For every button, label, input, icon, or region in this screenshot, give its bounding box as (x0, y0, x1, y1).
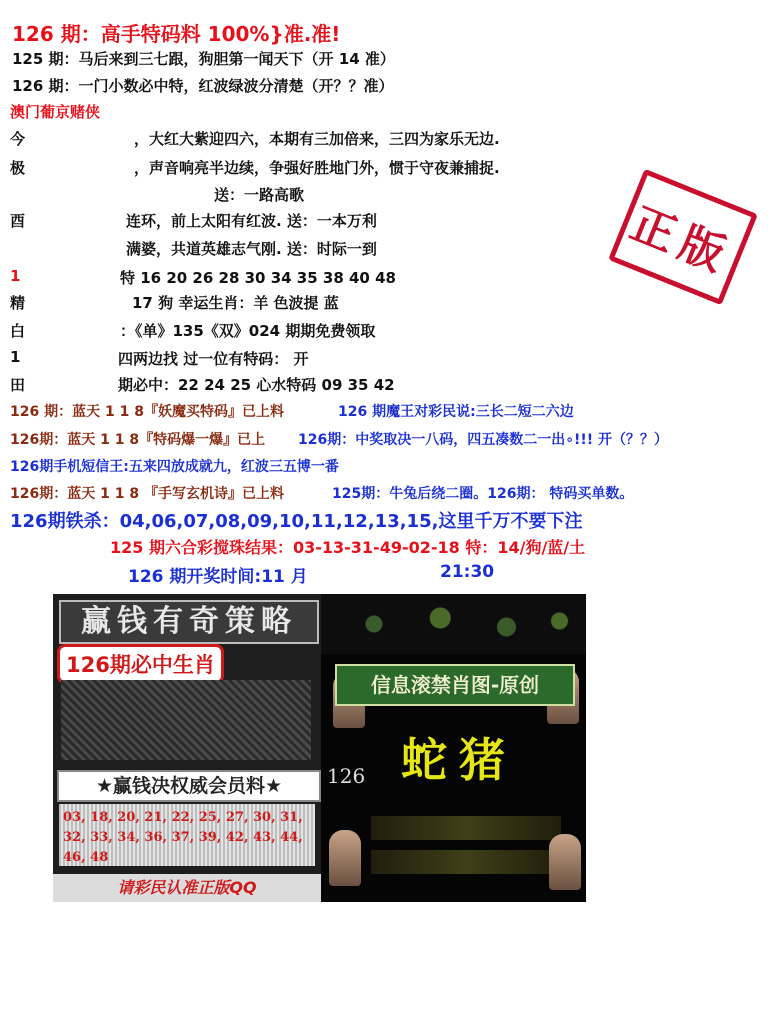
line-must-win-prefix: 田 (10, 376, 26, 394)
line-jackpot: 126期：中奖取决一八码，四五凑数二一出∘!!! 开（？？） (298, 432, 669, 448)
info-banner: 信息滚禁肖图-原创 (335, 664, 575, 706)
line-special-blast: 126期：蓝天 1 1 8『特码爆一爆』已上 (10, 432, 266, 448)
line-demon-buy: 126 期：蓝天 1 1 8『妖魔买特码』已上料 (10, 404, 284, 420)
garland-decoration (321, 594, 586, 654)
line-ox-rabbit: 125期：牛兔后绕二圈。126期： 特码买单数。 (332, 486, 634, 502)
issue-number: 126 (327, 764, 366, 788)
line-macau-header: 澳门葡京赌侠 (10, 103, 101, 121)
line-special-numbers: 特 16 20 26 28 30 34 35 38 40 48 (120, 269, 396, 287)
line-draw-time: 21:30 (440, 562, 495, 582)
line-lucky-prefix: 精 (10, 294, 26, 312)
line-poem-3-prefix: 酉 (10, 212, 26, 230)
line-poem-1-prefix: 今 (10, 130, 26, 148)
line-poem-1: ，大红大紫迎四六，本期有三加倍来，三四为家乐无边. (134, 130, 500, 148)
authentic-stamp (608, 169, 758, 306)
line-poem-2-prefix: 极 (10, 159, 26, 177)
line-iron-kill: 126期铁杀：04,06,07,08,09,10,11,12,13,15,这里千万不要下注 (10, 511, 583, 532)
portrait-bottom-right (549, 834, 581, 890)
line-126-small: 126 期：一门小数必中特，红波绿波分清楚（开？？准） (12, 77, 394, 95)
blurred-text-1 (371, 816, 561, 840)
line-125-horse: 125 期：马后来到三七跟，狗胆第一闻天下（开 14 准） (12, 50, 395, 68)
line-title: 126 期：高手特码料 100%}准.准! (12, 22, 341, 46)
line-handwritten-poem: 126期：蓝天 1 1 8 『手写玄机诗』已上料 (10, 486, 284, 502)
number-list: 03, 18, 20, 21, 22, 25, 27, 30, 31, 32, 33, 34, 36, 37, 39, 42, 43, 44, 46, 48 (59, 804, 315, 866)
line-poem-3: 连环，前上太阳有红波. 送：一本万利 (126, 212, 377, 230)
qq-footer: 请彩民认准正版QQ (53, 874, 321, 902)
left-promo-panel (53, 594, 321, 902)
line-sides: 四两边找 过一位有特码： 开 (118, 350, 309, 368)
line-sms-king: 126期手机短信王:五来四放成就九，红波三五博一番 (10, 459, 339, 475)
line-must-win: 期必中：22 24 25 心水特码 09 35 42 (118, 376, 395, 394)
line-odd-even-prefix: 白 (10, 322, 26, 340)
line-sides-prefix: 1 (10, 348, 21, 366)
line-draw-result: 125 期六合彩搅珠结果：03-13-31-49-02-18 特：14/狗/蓝/土 (110, 538, 586, 557)
line-lucky: 17 狗 幸运生肖：羊 色波提 蓝 (132, 294, 339, 312)
member-banner: ★赢钱决权威会员料★ (57, 770, 321, 802)
line-poem-2: ，声音响亮半边续，争强好胜地门外，惯于守夜兼捕捉. (134, 159, 500, 177)
zodiac-grid (61, 680, 311, 760)
must-win-badge: 126期必中生肖 (57, 644, 224, 684)
line-gift-1: 送：一路高歌 (214, 186, 305, 204)
blurred-text-2 (371, 850, 561, 874)
zodiac-main: 蛇猪 (401, 733, 517, 787)
line-special-prefix: 1 (10, 267, 21, 285)
stamp-text: 正版 (623, 198, 740, 285)
line-demon-king: 126 期魔王对彩民说:三长二短二六边 (338, 404, 574, 420)
right-promo-panel (321, 594, 586, 902)
line-poem-4: 满婆，共道英雄志气刚. 送：时际一到 (126, 240, 377, 258)
line-draw-date: 126 期开奖时间:11 月 (128, 567, 308, 587)
strategy-title: 赢钱有奇策略 (59, 600, 319, 644)
line-odd-even: ：《单》135《双》024 期期免费领取 (120, 322, 376, 340)
portrait-bottom-left (329, 830, 361, 886)
